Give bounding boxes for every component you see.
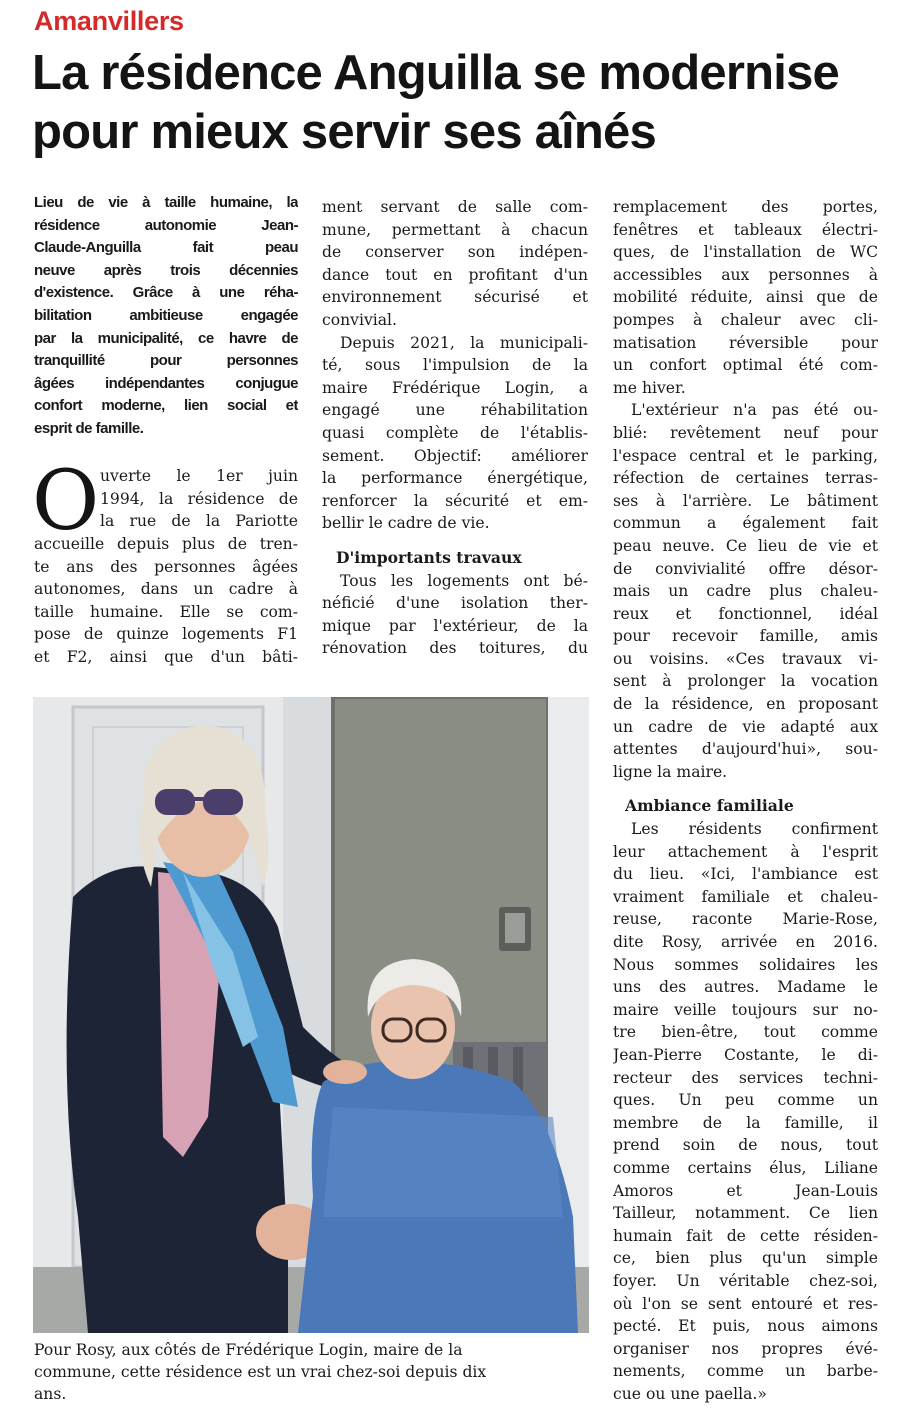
- body-line: mais un cadre plus chaleu-: [613, 582, 878, 601]
- col1-dropped-lines: [100, 465, 298, 533]
- body-line: remplacement des portes,: [613, 198, 878, 216]
- body-line: de convivialité offre désor-: [613, 559, 878, 578]
- body-line: recteur des services techni-: [613, 1068, 878, 1087]
- body-line: sent à prolonger la vocation: [613, 672, 878, 691]
- body-line: convivial.: [322, 310, 397, 329]
- body-line: 1994, la résidence de: [100, 489, 298, 508]
- body-line: rénovation des toitures, du: [322, 639, 588, 658]
- body-line: uverte le 1er juin: [100, 467, 298, 485]
- body-line: commun a également fait: [613, 514, 878, 533]
- body-line: reux et fonctionnel, idéal: [613, 604, 878, 623]
- body-line: blié: revêtement neuf pour: [613, 423, 878, 442]
- body-line: la rue de la Pariotte: [100, 512, 298, 531]
- body-line: quasi complète de l'établis-: [322, 423, 588, 442]
- body-line: organiser nos propres évé-: [613, 1339, 878, 1358]
- body-line: uns des autres. Madame le: [613, 978, 878, 997]
- body-line: tre bien-être, tout comme: [613, 1023, 878, 1042]
- body-line: membre de la famille, il: [613, 1113, 878, 1132]
- headline-line: pour mieux servir ses aînés: [32, 105, 656, 159]
- body-line: néficié d'une isolation ther-: [322, 594, 588, 613]
- col2-body: [322, 196, 588, 660]
- caption-line: ans.: [34, 1385, 67, 1403]
- article-photo: [33, 697, 589, 1333]
- photo-illustration: [33, 697, 589, 1333]
- body-line: pose de quinze logements F1: [34, 625, 298, 644]
- body-line: dance tout en profitant d'un: [322, 265, 588, 284]
- body-line: peau neuve. Ce lieu de vie et: [613, 536, 878, 555]
- body-line: matisation réversible pour: [613, 333, 878, 352]
- body-line: mobilité réduite, ainsi que de: [613, 288, 878, 307]
- body-line: Depuis 2021, la municipali-: [340, 333, 588, 352]
- body-line: me hiver.: [613, 378, 686, 397]
- body-line: prend soin de nous, tout: [613, 1136, 878, 1155]
- body-line: L'extérieur n'a pas été ou-: [631, 401, 878, 420]
- body-line: dite Rosy, arrivée en 2016.: [613, 933, 878, 951]
- chapo-line: d'existence. Grâce à une réha-: [34, 284, 298, 302]
- body-line: ou voisins. «Ces travaux vi-: [613, 649, 878, 668]
- body-line: maire veille toujours sur no-: [613, 1000, 878, 1019]
- body-line: ques. Un peu comme un: [613, 1091, 878, 1110]
- body-line: autonomes, dans un cadre à: [34, 580, 298, 599]
- col3-body: [613, 196, 878, 1405]
- spacer: [613, 783, 878, 795]
- body-line: humain fait de cette résiden-: [613, 1226, 878, 1245]
- body-line: nements, comme un barbe-: [613, 1362, 878, 1381]
- body-line: du lieu. «Ici, l'ambiance est: [613, 865, 878, 884]
- kicker-town: Amanvillers: [34, 6, 184, 36]
- body-line: ment servant de salle com-: [322, 198, 588, 216]
- body-line: un confort optimal été com-: [613, 356, 878, 375]
- body-line: te ans des personnes âgées: [34, 557, 298, 576]
- headline: [32, 44, 892, 162]
- body-line: et F2, ainsi que d'un bâti-: [34, 647, 298, 666]
- body-line: attentes d'aujourd'hui», sou-: [613, 740, 878, 759]
- headline-line: La résidence Anguilla se modernise: [32, 46, 839, 100]
- body-line: la performance énergétique,: [322, 469, 588, 488]
- body-line: Les résidents confirment: [631, 820, 878, 839]
- chapo: [34, 192, 298, 441]
- body-line: pompes à chaleur avec cli-: [613, 310, 878, 329]
- body-line: réfection de certaines terras-: [613, 469, 878, 488]
- chapo-line: Claude-Anguilla fait peau: [34, 239, 298, 257]
- body-line: foyer. Un véritable chez-soi,: [613, 1271, 878, 1290]
- body-line: pour recevoir famille, amis: [613, 627, 878, 646]
- chapo-line: tranquillité pour personnes: [34, 352, 298, 370]
- chapo-line: âgées indépendantes conjugue: [34, 374, 298, 392]
- body-line: mique par l'extérieur, de la: [322, 616, 588, 635]
- body-line: Tailleur, notamment. Ce lien: [613, 1204, 878, 1223]
- body-line: renforcer la sécurité et em-: [322, 491, 588, 510]
- body-line: reuse, raconte Marie-Rose,: [613, 910, 878, 929]
- body-line: accueille depuis plus de tren-: [34, 535, 298, 553]
- subhead-ambiance: Ambiance familiale: [625, 796, 794, 816]
- body-line: Tous les logements ont bé-: [340, 571, 588, 590]
- chapo-line: bilitation ambitieuse engagée: [34, 306, 298, 324]
- body-line: sement. Objectif: améliorer: [322, 446, 588, 465]
- body-line: engagé une réhabilitation: [322, 401, 588, 420]
- body-line: Nous sommes solidaires les: [613, 955, 878, 974]
- subhead-travaux: D'importants travaux: [336, 547, 522, 567]
- body-line: accessibles aux personnes à: [613, 265, 878, 284]
- body-line: ses à l'arrière. Le bâtiment: [613, 491, 878, 510]
- body-line: ligne la maire.: [613, 762, 728, 781]
- body-line: de conserver son indépen-: [322, 243, 588, 262]
- col1-body: [34, 533, 298, 669]
- photo-caption: [34, 1339, 594, 1405]
- chapo-line: Lieu de vie à taille humaine, la: [34, 194, 298, 211]
- chapo-line: par la municipalité, ce havre de: [34, 329, 298, 347]
- body-line: mune, permettant à chacun: [322, 220, 588, 239]
- chapo-line: résidence autonomie Jean-: [34, 216, 298, 234]
- chapo-line: esprit de famille.: [34, 419, 144, 437]
- caption-line: Pour Rosy, aux côtés de Frédérique Login, maire de la: [34, 1341, 463, 1359]
- body-line: l'espace central et le parking,: [613, 446, 878, 465]
- body-line: taille humaine. Elle se com-: [34, 602, 298, 621]
- body-line: leur attachement à l'esprit: [613, 842, 878, 861]
- body-line: de la résidence, en proposant: [613, 695, 878, 714]
- body-line: Amoros et Jean-Louis: [613, 1181, 878, 1200]
- chapo-line: neuve après trois décennies: [34, 261, 298, 279]
- spacer: [322, 535, 588, 547]
- body-line: pecté. Et puis, nous aimons: [613, 1317, 878, 1336]
- body-line: ce, bien plus qu'un simple: [613, 1249, 878, 1268]
- body-line: où l'on se sent entouré et res-: [613, 1294, 878, 1313]
- body-line: ques, de l'installation de WC: [613, 243, 878, 262]
- body-line: maire Frédérique Login, a: [322, 378, 588, 397]
- body-line: environnement sécurisé et: [322, 288, 588, 307]
- body-line: bellir le cadre de vie.: [322, 514, 490, 533]
- body-line: fenêtres et tableaux électri-: [613, 220, 878, 239]
- body-line: un cadre de vie adapté aux: [613, 717, 878, 736]
- drop-cap: O: [32, 454, 100, 549]
- body-line: Jean-Pierre Costante, le di-: [613, 1045, 878, 1064]
- body-line: vraiment familiale et chaleu-: [613, 887, 878, 906]
- body-line: comme certains élus, Liliane: [613, 1158, 878, 1177]
- caption-line: commune, cette résidence est un vrai chez-soi depuis dix: [34, 1363, 487, 1381]
- body-line: cue ou une paella.»: [613, 1384, 767, 1403]
- body-line: té, sous l'impulsion de la: [322, 356, 588, 375]
- chapo-line: confort moderne, lien social et: [34, 397, 298, 415]
